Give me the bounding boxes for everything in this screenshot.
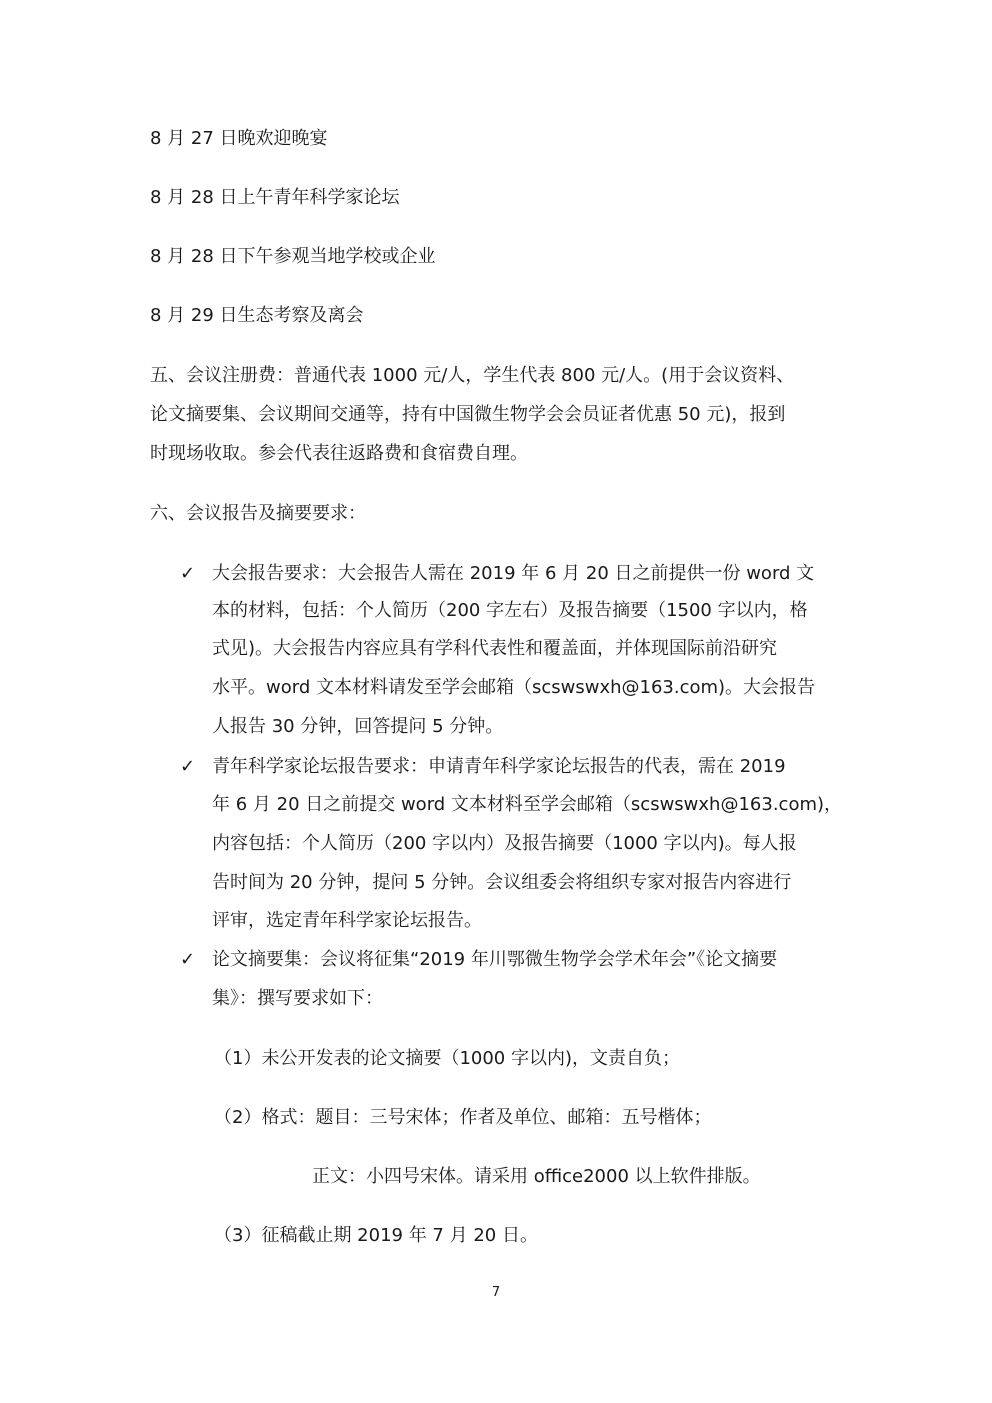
bullet-line: 内容包括：个人简历（200 字以内）及报告摘要（1000 字以内)。每人报 [212, 833, 797, 854]
bullet-line: 青年科学家论坛报告要求：申请青年科学家论坛报告的代表，需在 2019 [212, 756, 786, 777]
bullet-line: 论文摘要集：会议将征集“2019 年川鄂微生物学会学术年会”《论文摘要 [212, 949, 778, 970]
checkmark-icon: ✓ [180, 756, 196, 777]
checkmark-icon: ✓ [180, 563, 196, 584]
bullet-line: 告时间为 20 分钟，提问 5 分钟。会议组委会将组织专家对报告内容进行 [212, 872, 792, 893]
page-number: 7 [491, 1285, 501, 1300]
bullet-line: 式见)。大会报告内容应具有学科代表性和覆盖面，并体现国际前沿研究 [212, 638, 778, 659]
checkmark-icon: ✓ [180, 949, 196, 970]
schedule-line: 8 月 28 日上午青年科学家论坛 [150, 187, 400, 208]
registration-fee-line: 时现场收取。参会代表往返路费和食宿费自理。 [150, 443, 528, 464]
bullet-line: 集》：撰写要求如下： [212, 988, 383, 1009]
schedule-line: 8 月 28 日下午参观当地学校或企业 [150, 246, 436, 267]
bullet-line: 水平。word 文本材料请发至学会邮箱（scswswxh@163.com)。大会报告 [212, 677, 816, 698]
registration-fee-line: 五、会议注册费：普通代表 1000 元/人，学生代表 800 元/人。(用于会议资料、 [150, 365, 795, 386]
registration-fee-line: 论文摘要集、会议期间交通等，持有中国微生物学会会员证者优惠 50 元)，报到 [150, 404, 786, 425]
schedule-line: 8 月 29 日生态考察及离会 [150, 305, 364, 326]
schedule-line: 8 月 27 日晚欢迎晚宴 [150, 128, 328, 149]
requirement-line: （1）未公开发表的论文摘要（1000 字以内)，文责自负； [214, 1048, 681, 1069]
bullet-line: 大会报告要求：大会报告人需在 2019 年 6 月 20 日之前提供一份 word 文 [212, 563, 815, 584]
requirement-line: （3）征稿截止期 2019 年 7 月 20 日。 [214, 1225, 538, 1246]
bullet-line: 评审，选定青年科学家论坛报告。 [212, 910, 482, 931]
bullet-line: 本的材料，包括：个人简历（200 字左右）及报告摘要（1500 字以内，格 [212, 600, 808, 621]
bullet-line: 人报告 30 分钟，回答提问 5 分钟。 [212, 716, 504, 737]
requirement-line: 正文：小四号宋体。请采用 office2000 以上软件排版。 [312, 1166, 761, 1187]
section-heading: 六、会议报告及摘要要求： [150, 503, 366, 524]
bullet-line: 年 6 月 20 日之前提交 word 文本材料至学会邮箱（scswswxh@163.com)， [212, 794, 843, 815]
requirement-line: （2）格式：题目：三号宋体；作者及单位、邮箱：五号楷体； [214, 1107, 712, 1128]
